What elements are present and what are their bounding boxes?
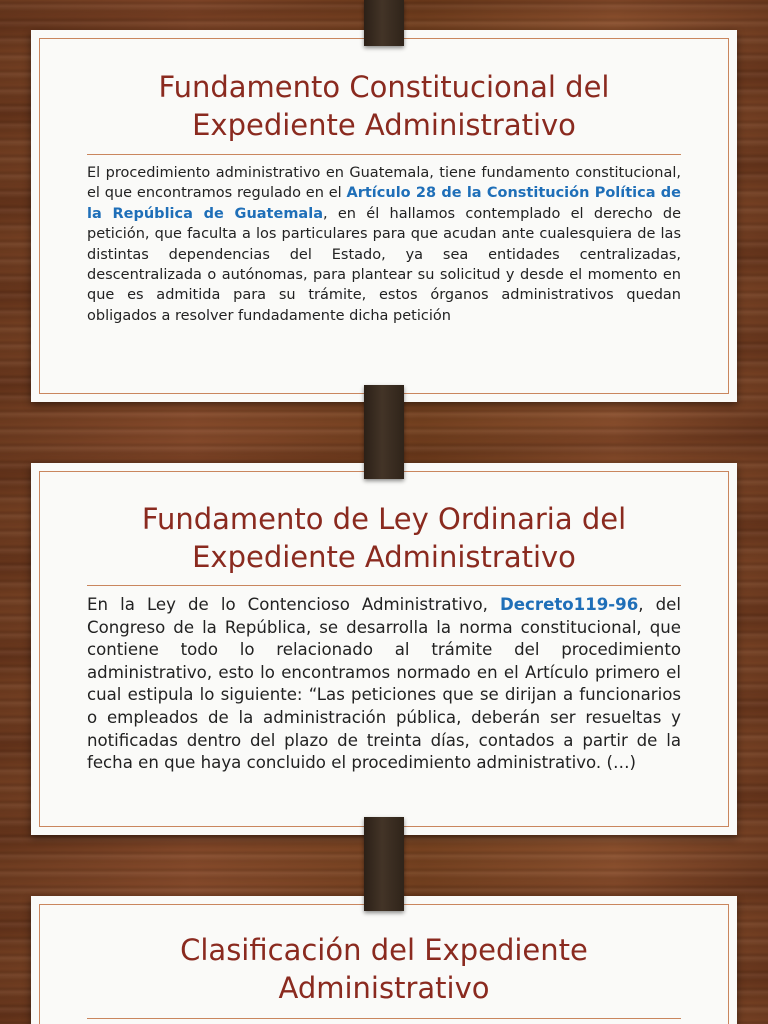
card-title: Clasificación del Expediente Administrativo — [180, 933, 588, 1005]
card-body-text — [87, 594, 681, 775]
binder-clip-top — [364, 0, 404, 46]
card-classification — [31, 896, 737, 1024]
body-text-part: , del Congreso de la República, se desarrolla la norma constitucional, que contiene todo lo relacionado al trámite del procedimiento administrativo, esto lo encontramos normado en el Artículo primero el cual estipula lo siguiente: “Las peticiones que se dirijan a funcionarios o empleados de la administración pública, deberán ser resueltas y notificadas dentro del plazo de treinta días, contados a partir de la fecha en que haya concluido el procedimiento administrativo. (…) — [87, 595, 681, 773]
title-divider — [87, 154, 681, 155]
decree-link[interactable]: Decreto119-96 — [500, 595, 639, 614]
title-divider — [87, 1018, 681, 1019]
body-text-part: El procedimiento administrativo en Guatemala, tiene fundamento constitucional, el que encontramos regulado en el — [87, 165, 681, 202]
title-divider — [87, 585, 681, 586]
card-title: Fundamento Constitucional del Expediente Administrativo — [158, 70, 610, 142]
card-constitutional-basis — [31, 30, 737, 402]
card-title: Fundamento de Ley Ordinaria del Expediente Administrativo — [141, 502, 627, 574]
constitution-article-link[interactable]: Artículo 28 de la Constitución Política de la República de Guatemala — [87, 185, 681, 222]
body-text-part: En la Ley de lo Contencioso Administrativo, — [87, 595, 501, 614]
card-body-text — [87, 163, 681, 326]
body-text-part: , en él hallamos contemplado el derecho de petición, que faculta a los particulares para que acudan ante cualesquiera de las distintas dependencias del Estado, ya sea entidades centralizadas, descentralizada o autónomas, para plantear su solicitud y desde el momento en que es admitida para su trámite, estos órganos administrativos quedan obligados a resolver fundadamente dicha petición — [87, 205, 681, 324]
binder-clip-middle — [364, 385, 404, 479]
binder-clip-bottom — [364, 817, 404, 911]
card-ordinary-law-basis — [31, 463, 737, 835]
